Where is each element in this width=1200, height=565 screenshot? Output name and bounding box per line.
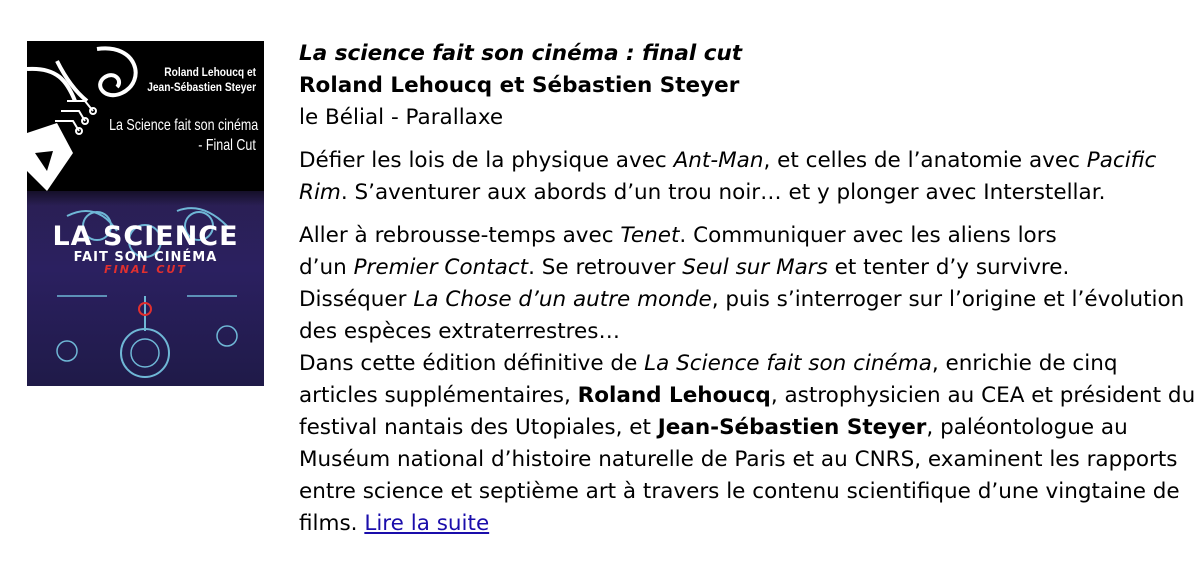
book-cover[interactable] xyxy=(27,41,264,386)
cover-authors-line2: Jean-Sébastien Steyer xyxy=(147,80,256,94)
desc2-line9: entre science et septième art à travers le contenu scientifique d’une vingtaine de xyxy=(299,479,1180,504)
book-publisher: le Bélial - Parallaxe xyxy=(299,105,504,130)
description-paragraph-1 xyxy=(299,145,1179,209)
desc1-line1: Défier les lois de la physique avec Ant-Man, et celles de l’anatomie avec Pacific xyxy=(299,148,1157,173)
cover-authors-line1: Roland Lehoucq et xyxy=(164,65,256,79)
cover-logo-line1: LA SCIENCE xyxy=(52,221,239,252)
desc2-line5: Dans cette édition définitive de La Science fait son cinéma, enrichie de cinq xyxy=(299,351,1118,376)
cover-logo xyxy=(27,223,264,276)
cover-title-line2: - Final Cut xyxy=(198,137,256,154)
book-authors: Roland Lehoucq et Sébastien Steyer xyxy=(299,73,740,98)
description-paragraph-2 xyxy=(299,220,1196,540)
book-title: La science fait son cinéma : final cut xyxy=(299,41,743,66)
cover-title-line1: La Science fait son cinéma xyxy=(108,117,258,134)
desc2-line10: films. Lire la suite xyxy=(299,511,490,536)
book-info xyxy=(299,38,1196,540)
cover-logo-line2: FAIT SON CINÉMA xyxy=(73,250,218,265)
desc2-line2: d’un Premier Contact. Se retrouver Seul sur Mars et tenter d’y survivre. xyxy=(299,255,1070,280)
desc2-line3: Disséquer La Chose d’un autre monde, puis s’interroger sur l’origine et l’évolution xyxy=(299,287,1185,312)
desc2-line4: des espèces extraterrestres… xyxy=(299,319,620,344)
desc2-line8: Muséum national d’histoire naturelle de Paris et au CNRS, examinent les rapports xyxy=(299,447,1178,472)
desc2-line7: festival nantais des Utopiales, et Jean-Sébastien Steyer, paléontologue au xyxy=(299,415,1128,440)
desc2-line6: articles supplémentaires, Roland Lehoucq, astrophysicien au CEA et président du xyxy=(299,383,1196,408)
read-more-link[interactable]: Lire la suite xyxy=(364,511,490,536)
cover-logo-line3: FINAL CUT xyxy=(104,263,187,276)
desc1-line2: Rim. S’aventurer aux abords d’un trou noir… et y plonger avec Interstellar. xyxy=(299,180,1106,205)
cover-authors xyxy=(147,65,256,95)
desc2-line1: Aller à rebrousse-temps avec Tenet. Communiquer avec les aliens lors xyxy=(299,223,1057,248)
